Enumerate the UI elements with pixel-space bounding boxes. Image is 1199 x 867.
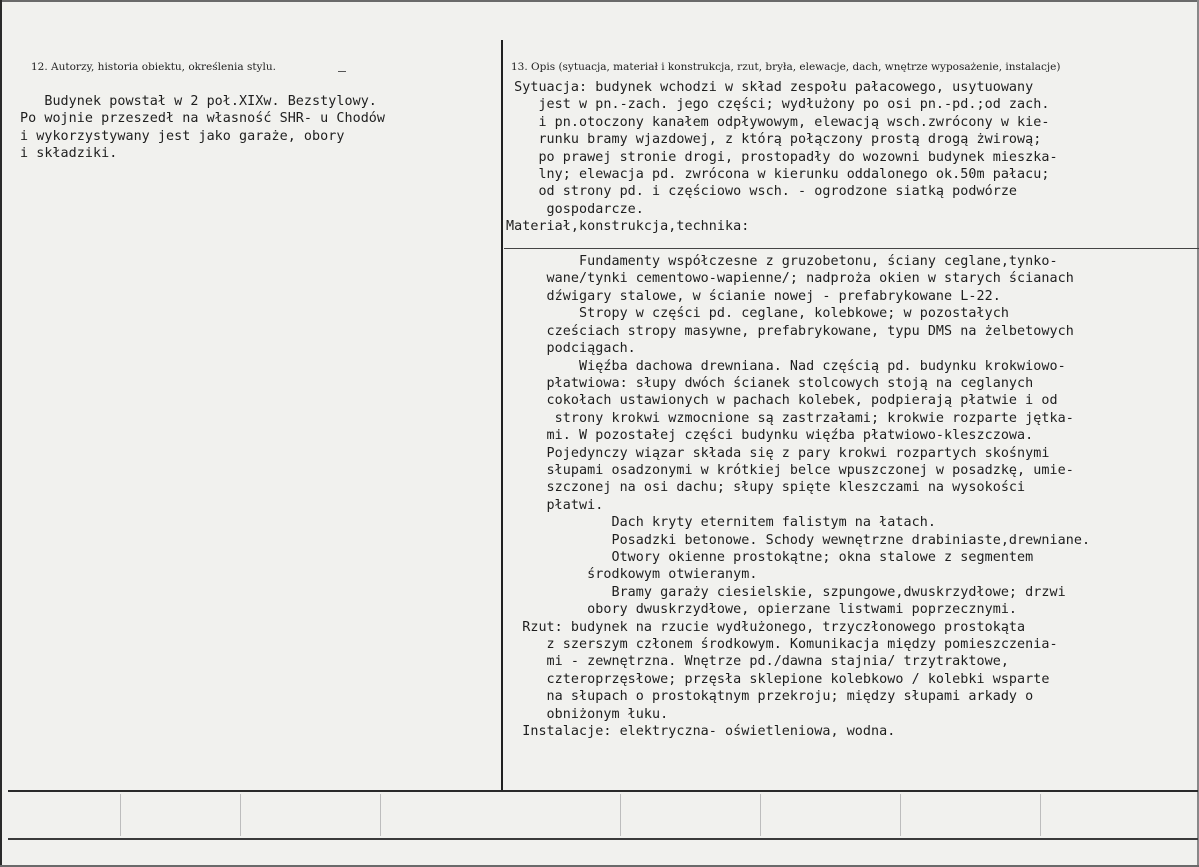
- footer-rule: [8, 838, 1198, 840]
- section-12-heading: 12. Autorzy, historia obiektu, określenia stylu.: [31, 61, 276, 73]
- column-divider: [501, 40, 503, 792]
- footer-cell-divider: [1040, 794, 1041, 836]
- footer-cell-divider: [620, 794, 621, 836]
- bottom-rule: [8, 790, 1198, 792]
- footer-cell-divider: [900, 794, 901, 836]
- pencil-mark: [338, 71, 346, 72]
- page-top-edge: [0, 0, 1199, 2]
- footer-cell-divider: [240, 794, 241, 836]
- footer-cell-divider: [120, 794, 121, 836]
- section-13-heading: 13. Opis (sytuacja, materiał i konstrukcja, rzut, bryła, elewacje, dach, wnętrze wyposażenie, instalacje): [511, 61, 1061, 73]
- section-13-typed-text: Sytuacja: budynek wchodzi w skład zespołu pałacowego, usytuowany jest w pn.-zach. jego części; wydłużony po osi pn.-pd.;od zach. i pn.otoczony kanałem odpływowym, elewacją wsch.zwrócony w kie- runku bramy wjazdowej, z którą połączony prostą drogą żwirową; po prawej stronie drogi, prostopadły do wozowni budynek mieszka- lny; elewacja pd. zwrócona w kierunku oddalonego ok.50m pałacu; od strony pd. i częściowo wsch. - ogrodzone siatką podwórze gospodarcze. Materiał,konstrukcja,technika: Fundamenty współczesne z gruzobetonu, ściany ceglane,tynko- wane/tynki cementowo-wapienne/; nadproża okien w starych ścianach dźwigary stalowe, w ścianie nowej - prefabrykowane L-22. Stropy w części pd. ceglane, kolebkowe; w pozostałych cześciach stropy masywne, prefabrykowane, typu DMS na żelbetowych podciągach. Więźba dachowa drewniana. Nad częścią pd. budynku krokwiowo- płatwiowa: słupy dwóch ścianek stolcowych stoją na ceglanych cokołach ustawionych w pachach kolebek, podpierają płatwie i od strony krokwi wzmocnione są zastrzałami; krokwie rozparte jętka- mi. W pozostałej części budynku więźba płatwiowo-kleszczowa. Pojedynczy wiązar składa się z pary krokwi rozpartych skośnymi słupami osadzonymi w krótkiej belce wpuszczonej w posadzkę, umie- szczonej na osi dachu; słupy spięte kleszczami na wysokości płatwi. Dach kryty eternitem falistym na łatach. Posadzki betonowe. Schody wewnętrzne drabiniaste,drewniane. Otwory okienne prostokątne; okna stalowe z segmentem środkowym otwieranym. Bramy garaży ciesielskie, szpungowe,dwuskrzydłowe; drzwi obory dwuskrzydłowe, opierzane listwami poprzecznymi. Rzut: budynek na rzucie wydłużonego, trzyczłonowego prostokąta z szerszym członem środkowym. Komunikacja między pomieszczenia- mi - zewnętrzna. Wnętrze pd./dawna stajnia/ trzytraktowe, czteroprzęsłowe; przęsła sklepione kolebkowo / kolebki wsparte na słupach o prostokątnym przekroju; między słupami arkady o obniżonym łuku. Instalacje: elektryczna- oświetleniowa, wodna.: [506, 80, 1091, 740]
- footer-cell-divider: [380, 794, 381, 836]
- page-left-edge: [0, 0, 2, 867]
- section-12-typed-text: Budynek powstał w 2 poł.XIXw. Bezstylowy. Po wojnie przeszedł na własność SHR- u Chodów i wykorzystywany jest jako garaże, obory i składziki.: [20, 94, 386, 162]
- footer-cell-divider: [760, 794, 761, 836]
